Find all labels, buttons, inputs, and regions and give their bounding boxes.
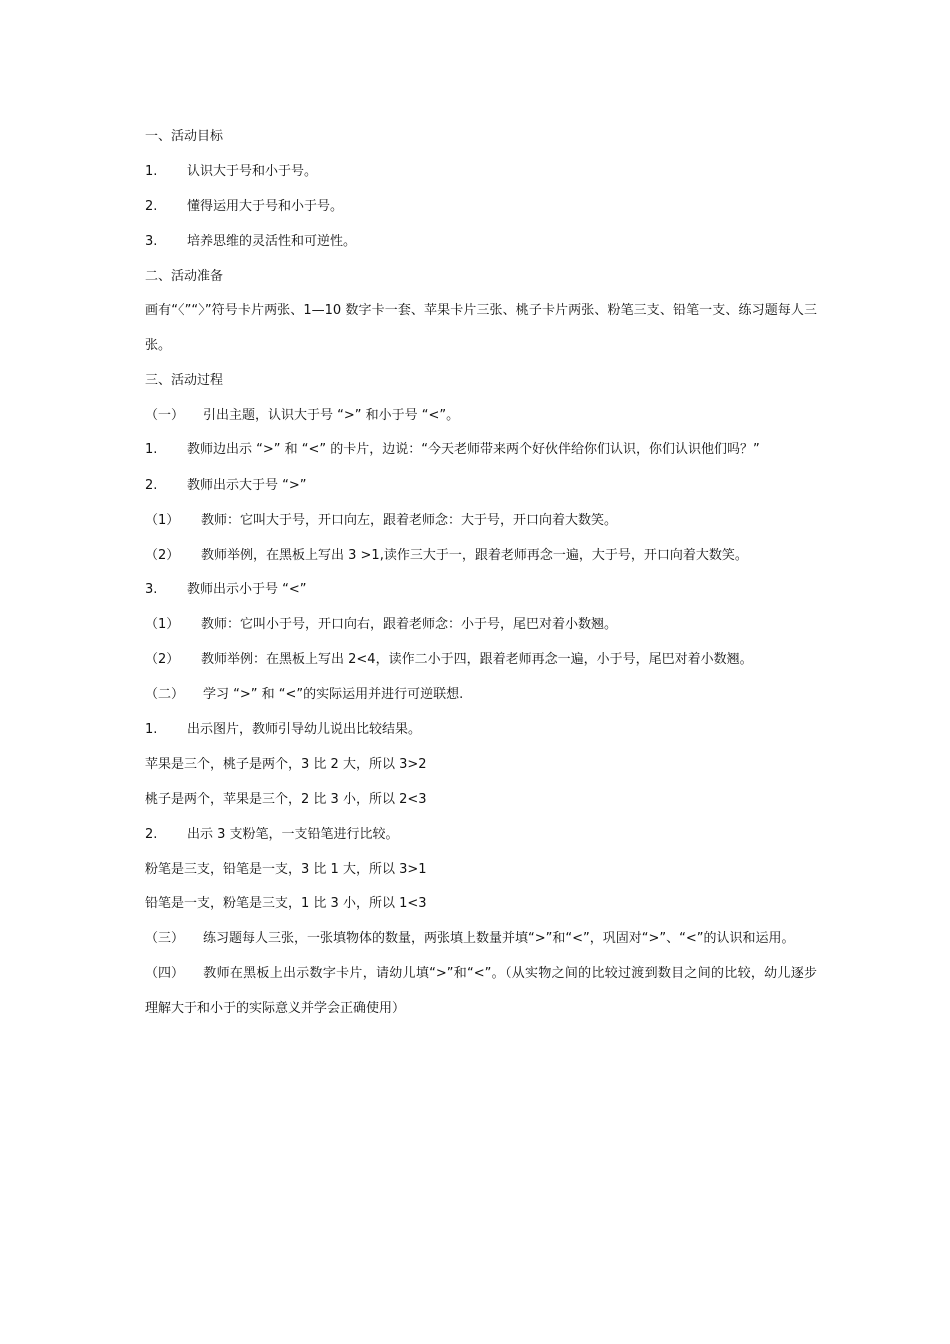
comparison-line	[145, 752, 817, 778]
process-section	[145, 957, 817, 1027]
paragraph-text: 画有“〈”“〉”符号卡片两张、1—10 数字卡一套、苹果卡片三张、桃子卡片两张、粉笔三支、铅笔一支、练习题每人三张。	[145, 302, 817, 353]
process-section	[145, 403, 817, 429]
substep-marker: （1）	[145, 617, 180, 633]
item-number: 1.	[145, 163, 158, 179]
section-text: 学习 “>” 和 “<”的实际运用并进行可逆联想.	[203, 687, 464, 703]
goal-item	[145, 194, 817, 220]
item-text: 懂得运用大于号和小于号。	[187, 198, 344, 214]
item-number: 3.	[145, 233, 158, 249]
item-number: 3.	[145, 582, 158, 598]
section-marker: （四）	[145, 965, 185, 981]
heading-activity-goals	[145, 124, 817, 150]
process-section	[145, 922, 817, 957]
substep-text: 教师举例：在黑板上写出 2<4，读作二小于四，跟着老师再念一遍，小于号，尾巴对着小数翘。	[201, 652, 753, 668]
item-text: 出示 3 支粉笔，一支铅笔进行比较。	[187, 826, 399, 842]
heading-activity-preparation	[145, 264, 817, 290]
document-body	[145, 124, 817, 1031]
item-number: 1.	[145, 442, 158, 458]
process-substep	[145, 508, 817, 534]
item-text: 教师出示小于号 “<”	[187, 582, 307, 598]
line-text: 粉笔是三支，铅笔是一支，3 比 1 大，所以 3>1	[145, 861, 427, 877]
line-text: 一、活动目标	[145, 129, 224, 144]
goal-item	[145, 159, 817, 185]
line-text: 桃子是两个，苹果是三个，2 比 3 小，所以 2<3	[145, 791, 427, 807]
process-step	[145, 473, 817, 499]
line-text: 铅笔是一支，粉笔是三支，1 比 3 小，所以 1<3	[145, 896, 427, 912]
comparison-line	[145, 891, 817, 917]
line-text: 三、活动过程	[145, 373, 224, 389]
process-step	[145, 433, 817, 468]
comparison-line	[145, 787, 817, 813]
process-substep	[145, 543, 817, 569]
process-step	[145, 717, 817, 743]
process-substep	[145, 612, 817, 638]
substep-marker: （2）	[145, 547, 180, 563]
section-marker: （一）	[145, 408, 185, 424]
process-step	[145, 577, 817, 603]
process-section	[145, 682, 817, 708]
comparison-line	[145, 857, 817, 883]
item-number: 2.	[145, 198, 158, 214]
process-step	[145, 822, 817, 848]
item-number: 1.	[145, 721, 158, 737]
line-text: 苹果是三个，桃子是两个，3 比 2 大，所以 3>2	[145, 756, 427, 772]
item-text: 教师出示大于号 “>”	[187, 477, 307, 493]
substep-text: 教师：它叫小于号，开口向右，跟着老师念：小于号，尾巴对着小数翘。	[201, 617, 618, 633]
section-text: 引出主题，认识大于号 “>” 和小于号 “<”。	[203, 408, 460, 424]
item-text: 培养思维的灵活性和可逆性。	[187, 233, 357, 249]
goal-item	[145, 229, 817, 255]
substep-marker: （1）	[145, 512, 180, 528]
preparation-paragraph	[145, 294, 817, 364]
process-substep	[145, 647, 817, 673]
item-text: 认识大于号和小于号。	[187, 163, 318, 179]
item-text: 教师边出示 “>” 和 “<” 的卡片，边说：“今天老师带来两个好伙伴给你们认识，你们认识他们吗？”	[187, 442, 760, 458]
section-marker: （三）	[145, 930, 185, 946]
heading-activity-process	[145, 368, 817, 394]
substep-marker: （2）	[145, 652, 180, 668]
section-text: 教师在黑板上出示数字卡片，请幼儿填“>”和“<”。（从实物之间的比较过渡到数目之间的比较，幼儿逐步理解大于和小于的实际意义并学会正确使用）	[145, 965, 817, 1016]
item-text: 出示图片，教师引导幼儿说出比较结果。	[187, 721, 422, 737]
substep-text: 教师举例，在黑板上写出 3 >1,读作三大于一，跟着老师再念一遍，大于号，开口向着大数笑。	[201, 547, 748, 563]
section-marker: （二）	[145, 687, 185, 703]
item-number: 2.	[145, 826, 158, 842]
section-text: 练习题每人三张，一张填物体的数量，两张填上数量并填“>”和“<”，巩固对“>”、“<”的认识和运用。	[203, 930, 795, 946]
substep-text: 教师：它叫大于号，开口向左，跟着老师念：大于号，开口向着大数笑。	[201, 512, 618, 528]
item-number: 2.	[145, 477, 158, 493]
line-text: 二、活动准备	[145, 268, 224, 284]
